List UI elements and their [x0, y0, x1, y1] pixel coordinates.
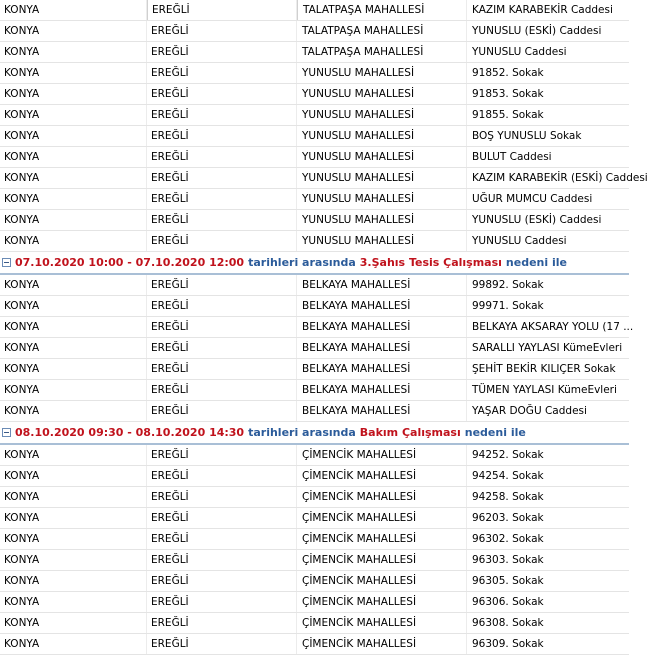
- cell-neighborhood: YUNUSLU MAHALLESİ: [297, 189, 467, 209]
- cell-neighborhood: BELKAYA MAHALLESİ: [297, 359, 467, 379]
- cell-province: KONYA: [0, 466, 147, 486]
- table-row[interactable]: [0, 296, 629, 317]
- cell-street: ŞEHİT BEKİR KILIÇER Sokak: [472, 363, 616, 375]
- cell-district: EREĞLİ: [147, 168, 297, 188]
- table-row[interactable]: [0, 445, 629, 466]
- cell-district: EREĞLİ: [147, 105, 297, 125]
- cell-street: YUNUSLU Caddesi: [472, 46, 567, 58]
- cell-street: 96305. Sokak: [472, 575, 544, 587]
- group-reason-suffix: nedeni ile: [505, 256, 567, 269]
- cell-province: KONYA: [0, 231, 147, 251]
- group-reason: Bakım Çalışması: [359, 426, 461, 439]
- cell-neighborhood: ÇİMENCİK MAHALLESİ: [297, 466, 467, 486]
- group-reason-suffix: nedeni ile: [464, 426, 526, 439]
- cell-street: TÜMEN YAYLASI KümeEvleri: [472, 384, 617, 396]
- group-between-label: tarihleri arasında: [248, 426, 356, 439]
- cell-district: EREĞLİ: [147, 634, 297, 654]
- table-row[interactable]: [0, 231, 629, 252]
- cell-neighborhood: BELKAYA MAHALLESİ: [297, 338, 467, 358]
- cell-district: EREĞLİ: [147, 63, 297, 83]
- cell-province: KONYA: [0, 487, 147, 507]
- collapse-minus-icon[interactable]: [2, 258, 11, 267]
- cell-province: KONYA: [0, 634, 147, 654]
- cell-neighborhood: YUNUSLU MAHALLESİ: [297, 126, 467, 146]
- cell-neighborhood: BELKAYA MAHALLESİ: [297, 401, 467, 421]
- table-row[interactable]: [0, 634, 629, 655]
- table-row[interactable]: [0, 275, 629, 296]
- cell-district: EREĞLİ: [147, 613, 297, 633]
- cell-province: KONYA: [0, 317, 147, 337]
- cell-district: EREĞLİ: [147, 380, 297, 400]
- cell-district: EREĞLİ: [147, 296, 297, 316]
- cell-province: KONYA: [0, 168, 147, 188]
- cell-street: UĞUR MUMCU Caddesi: [472, 193, 593, 205]
- cell-district: EREĞLİ: [147, 487, 297, 507]
- table-row[interactable]: [0, 84, 629, 105]
- cell-province: KONYA: [0, 613, 147, 633]
- group-reason: 3.Şahıs Tesis Çalışması: [359, 256, 502, 269]
- table-row[interactable]: [0, 613, 629, 634]
- cell-street: 96309. Sokak: [472, 638, 544, 650]
- cell-province: KONYA: [0, 550, 147, 570]
- cell-street: 96303. Sokak: [472, 554, 544, 566]
- cell-street: YUNUSLU Caddesi: [472, 235, 567, 247]
- cell-neighborhood: BELKAYA MAHALLESİ: [297, 296, 467, 316]
- cell-province: KONYA: [0, 529, 147, 549]
- table-row[interactable]: [0, 105, 629, 126]
- collapse-minus-icon[interactable]: [2, 428, 11, 437]
- cell-district: EREĞLİ: [147, 401, 297, 421]
- cell-province: KONYA: [0, 63, 147, 83]
- cell-neighborhood: TALATPAŞA MAHALLESİ: [297, 42, 467, 62]
- cell-street: YUNUSLU (ESKİ) Caddesi: [472, 25, 602, 37]
- table-row[interactable]: [0, 529, 629, 550]
- cell-district: EREĞLİ: [147, 550, 297, 570]
- cell-neighborhood: TALATPAŞA MAHALLESİ: [297, 21, 467, 41]
- cell-street: 96203. Sokak: [472, 512, 544, 524]
- cell-province: KONYA: [0, 126, 147, 146]
- cell-district: EREĞLİ: [147, 445, 297, 465]
- cell-province: KONYA: [0, 105, 147, 125]
- cell-district: EREĞLİ: [147, 231, 297, 251]
- cell-province: KONYA: [0, 401, 147, 421]
- table-row[interactable]: [0, 21, 629, 42]
- table-row[interactable]: [0, 42, 629, 63]
- cell-neighborhood: YUNUSLU MAHALLESİ: [297, 210, 467, 230]
- table-row[interactable]: [0, 359, 629, 380]
- group-header[interactable]: [0, 252, 629, 275]
- cell-district: EREĞLİ: [147, 338, 297, 358]
- cell-province: KONYA: [0, 592, 147, 612]
- cell-province: KONYA: [0, 380, 147, 400]
- cell-district: EREĞLİ: [147, 147, 297, 167]
- table-row[interactable]: [0, 0, 629, 21]
- table-row[interactable]: [0, 126, 629, 147]
- cell-province: KONYA: [0, 445, 147, 465]
- cell-neighborhood: BELKAYA MAHALLESİ: [297, 380, 467, 400]
- table-row[interactable]: [0, 487, 629, 508]
- table-row[interactable]: [0, 550, 629, 571]
- table-row[interactable]: [0, 401, 629, 422]
- cell-street: KAZIM KARABEKİR Caddesi: [472, 4, 613, 16]
- cell-street: 99971. Sokak: [472, 300, 544, 312]
- cell-street: 91855. Sokak: [472, 109, 544, 121]
- cell-neighborhood: YUNUSLU MAHALLESİ: [297, 63, 467, 83]
- group-between-label: tarihleri arasında: [248, 256, 356, 269]
- cell-street: BOŞ YUNUSLU Sokak: [472, 130, 582, 142]
- cell-district: EREĞLİ: [147, 126, 297, 146]
- cell-district: EREĞLİ: [147, 359, 297, 379]
- cell-street: 96306. Sokak: [472, 596, 544, 608]
- cell-street: YAŞAR DOĞU Caddesi: [472, 405, 587, 417]
- cell-district: EREĞLİ: [147, 592, 297, 612]
- cell-neighborhood: BELKAYA MAHALLESİ: [297, 317, 467, 337]
- cell-province: KONYA: [0, 508, 147, 528]
- table-row[interactable]: [0, 508, 629, 529]
- cell-district: EREĞLİ: [147, 42, 297, 62]
- cell-district: EREĞLİ: [147, 84, 297, 104]
- cell-neighborhood: YUNUSLU MAHALLESİ: [297, 168, 467, 188]
- cell-district: EREĞLİ: [147, 210, 297, 230]
- cell-neighborhood: ÇİMENCİK MAHALLESİ: [297, 445, 467, 465]
- cell-street: 96302. Sokak: [472, 533, 544, 545]
- cell-district: EREĞLİ: [147, 21, 297, 41]
- cell-province: KONYA: [0, 21, 147, 41]
- cell-street: SARALLI YAYLASI KümeEvleri: [472, 342, 623, 354]
- cell-neighborhood: ÇİMENCİK MAHALLESİ: [297, 592, 467, 612]
- cell-province: KONYA: [0, 189, 147, 209]
- cell-neighborhood: ÇİMENCİK MAHALLESİ: [297, 634, 467, 654]
- table-row[interactable]: [0, 380, 629, 401]
- cell-neighborhood: ÇİMENCİK MAHALLESİ: [297, 508, 467, 528]
- cell-street: YUNUSLU (ESKİ) Caddesi: [472, 214, 602, 226]
- cell-neighborhood: ÇİMENCİK MAHALLESİ: [297, 529, 467, 549]
- table-row[interactable]: [0, 168, 648, 189]
- group-header[interactable]: [0, 422, 629, 445]
- cell-street: 91852. Sokak: [472, 67, 544, 79]
- group-date-range: 07.10.2020 10:00 - 07.10.2020 12:00: [15, 256, 245, 269]
- cell-neighborhood: ÇİMENCİK MAHALLESİ: [297, 613, 467, 633]
- cell-province: KONYA: [0, 275, 147, 295]
- cell-street: 96308. Sokak: [472, 617, 544, 629]
- cell-street: KAZIM KARABEKİR (ESKİ) Caddesi: [472, 172, 648, 184]
- cell-province: KONYA: [0, 571, 147, 591]
- cell-neighborhood: ÇİMENCİK MAHALLESİ: [297, 571, 467, 591]
- table-row[interactable]: [0, 63, 629, 84]
- table-row[interactable]: [0, 147, 629, 168]
- cell-province: KONYA: [0, 84, 147, 104]
- cell-street: 94254. Sokak: [472, 470, 544, 482]
- cell-province: KONYA: [0, 147, 147, 167]
- cell-province: KONYA: [0, 0, 147, 20]
- cell-neighborhood: ÇİMENCİK MAHALLESİ: [297, 487, 467, 507]
- cell-province: KONYA: [0, 210, 147, 230]
- cell-district: EREĞLİ: [147, 275, 297, 295]
- cell-province: KONYA: [0, 296, 147, 316]
- cell-province: KONYA: [0, 359, 147, 379]
- cell-neighborhood: TALATPAŞA MAHALLESİ: [297, 0, 467, 20]
- cell-province: KONYA: [0, 42, 147, 62]
- table-row[interactable]: [0, 571, 629, 592]
- table-row[interactable]: [0, 210, 629, 231]
- table-row[interactable]: [0, 317, 634, 338]
- cell-district: EREĞLİ: [147, 317, 297, 337]
- cell-district: EREĞLİ: [147, 508, 297, 528]
- cell-street: 91853. Sokak: [472, 88, 544, 100]
- cell-street: BELKAYA AKSARAY YOLU (17 ...: [472, 321, 634, 333]
- cell-street: 99892. Sokak: [472, 279, 544, 291]
- cell-street: 94252. Sokak: [472, 449, 544, 461]
- table-row[interactable]: [0, 466, 629, 487]
- cell-neighborhood: YUNUSLU MAHALLESİ: [297, 231, 467, 251]
- cell-neighborhood: YUNUSLU MAHALLESİ: [297, 105, 467, 125]
- table-row[interactable]: [0, 189, 629, 210]
- cell-neighborhood: YUNUSLU MAHALLESİ: [297, 84, 467, 104]
- group-date-range: 08.10.2020 09:30 - 08.10.2020 14:30: [15, 426, 245, 439]
- cell-neighborhood: YUNUSLU MAHALLESİ: [297, 147, 467, 167]
- cell-province: KONYA: [0, 338, 147, 358]
- cell-district: EREĞLİ: [147, 529, 297, 549]
- cell-street: 94258. Sokak: [472, 491, 544, 503]
- table-row[interactable]: [0, 338, 629, 359]
- cell-street: BULUT Caddesi: [472, 151, 552, 163]
- cell-neighborhood: ÇİMENCİK MAHALLESİ: [297, 550, 467, 570]
- cell-district: EREĞLİ: [147, 571, 297, 591]
- cell-district: EREĞLİ: [147, 466, 297, 486]
- cell-district: EREĞLİ: [147, 189, 297, 209]
- cell-neighborhood: BELKAYA MAHALLESİ: [297, 275, 467, 295]
- table-row[interactable]: [0, 592, 629, 613]
- cell-district: EREĞLİ: [147, 0, 297, 20]
